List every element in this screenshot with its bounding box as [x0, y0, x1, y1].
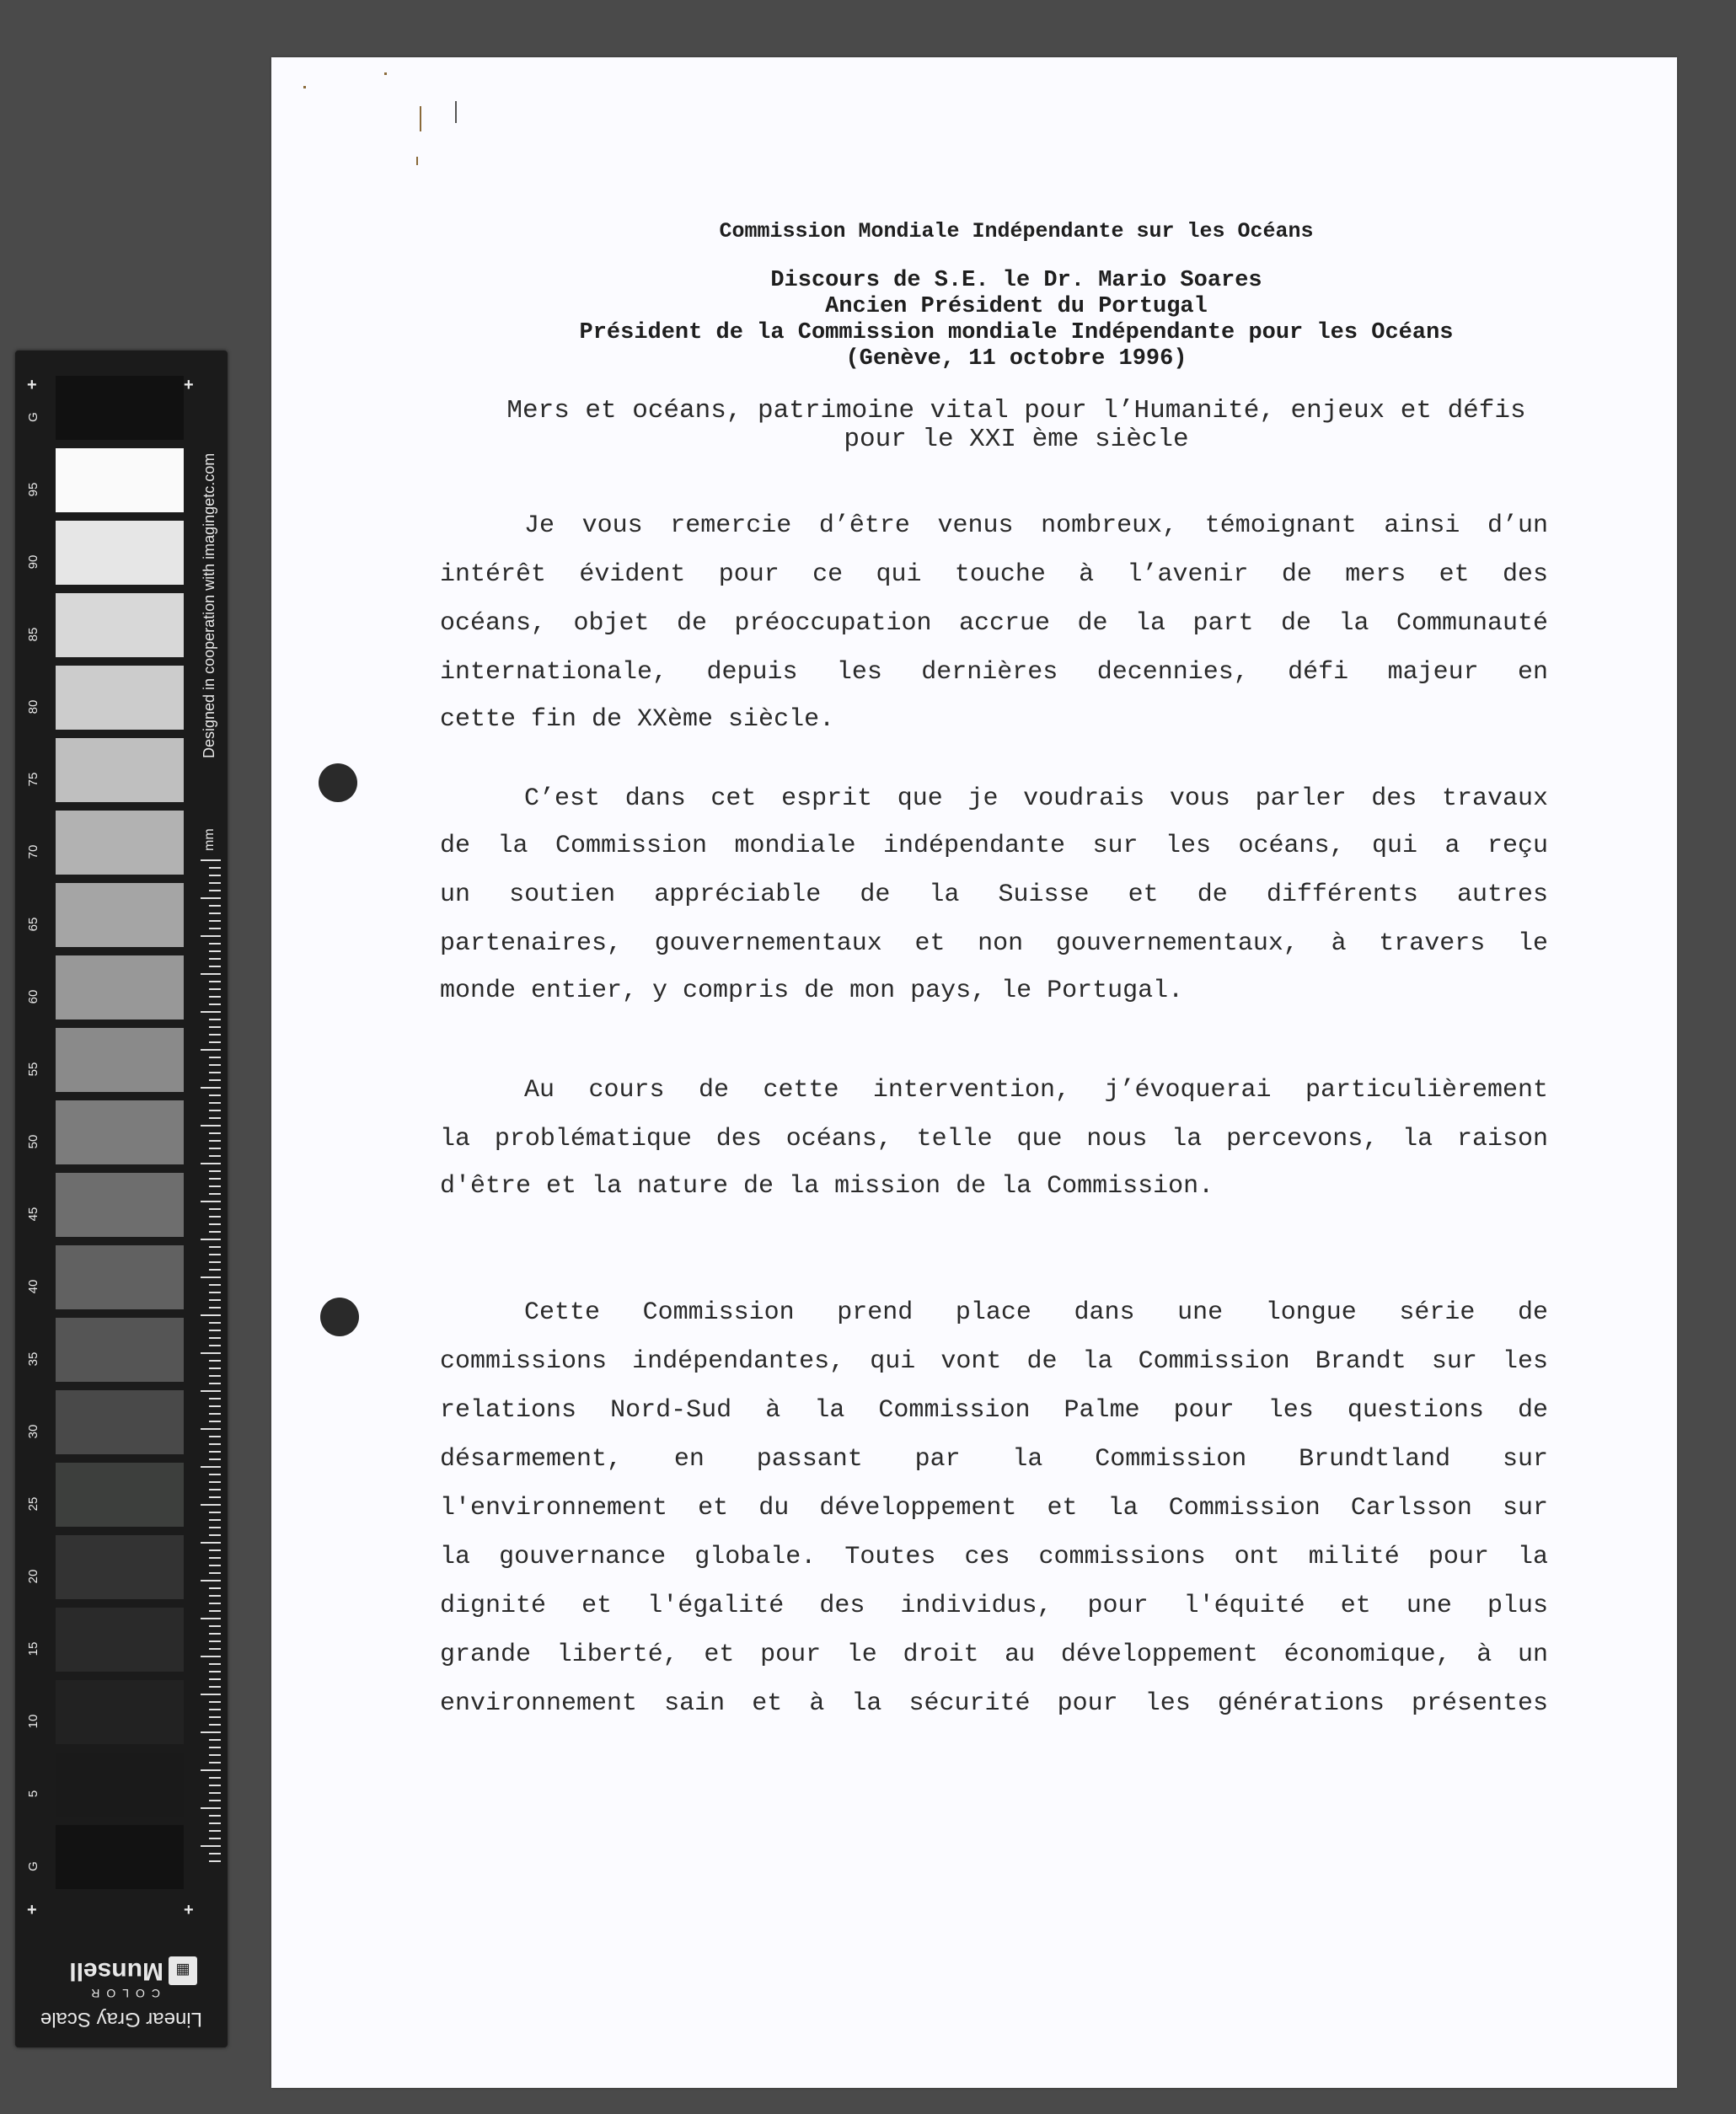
swatch-label: 20 — [26, 1569, 40, 1584]
paper-mark — [420, 106, 421, 131]
paragraph-line: un soutien appréciable de la Suisse et de différents autres — [440, 880, 1548, 909]
swatch-label: 65 — [26, 917, 40, 932]
paragraph-line: Je vous remercie d’être venus nombreux, témoignant ainsi d’un — [524, 511, 1548, 540]
punch-hole — [320, 1298, 359, 1336]
gray-swatch — [56, 1753, 184, 1817]
gray-swatch — [56, 448, 184, 512]
paragraph-line: la gouvernance globale. Toutes ces commissions ont milité pour la — [440, 1543, 1548, 1571]
gray-swatch — [56, 376, 184, 440]
swatch-label: 30 — [26, 1424, 40, 1439]
mm-label: mm — [202, 828, 217, 851]
scale-credit: Designed in cooperation with imagingetc.com — [201, 452, 217, 758]
paragraph-line: de la Commission mondiale indépendante sur les océans, qui a reçu — [440, 832, 1548, 860]
gray-swatch — [56, 1173, 184, 1237]
brand-subtitle: COLOR — [84, 1987, 160, 2000]
gray-swatch — [56, 666, 184, 730]
paragraph-line: intérêt évident pour ce qui touche à l’avenir de mers et des — [440, 560, 1548, 589]
gray-swatch — [56, 1028, 184, 1092]
munsell-brand — [34, 1938, 202, 2031]
paragraph-line: Cette Commission prend place dans une longue série de — [524, 1298, 1548, 1327]
speaker-role: Ancien Président du Portugal — [825, 294, 1208, 319]
swatch-label: 55 — [26, 1062, 40, 1077]
swatch-label: 60 — [26, 989, 40, 1004]
paragraph-line: cette fin de XXème siècle. — [440, 705, 835, 734]
plus-mark: + — [184, 376, 194, 394]
swatch-label: 25 — [26, 1496, 40, 1512]
paragraph-line: commissions indépendantes, qui vont de la Commission Brandt sur les — [440, 1347, 1548, 1376]
gray-swatch — [56, 1825, 184, 1889]
punch-hole — [319, 763, 357, 802]
scale-name: Linear Gray Scale — [40, 2008, 202, 2031]
munsell-logo-icon: ▦ — [169, 1956, 197, 1985]
swatch-label: 85 — [26, 627, 40, 642]
gray-swatch — [56, 1245, 184, 1309]
swatch-label: G — [26, 412, 40, 422]
swatch-label: 15 — [26, 1641, 40, 1656]
paragraph-line: désarmement, en passant par la Commission Brundtland sur — [440, 1445, 1548, 1474]
gray-swatch — [56, 593, 184, 657]
gray-swatch — [56, 1318, 184, 1382]
gray-swatch — [56, 1100, 184, 1164]
gray-swatch — [56, 738, 184, 802]
paragraph-line: relations Nord-Sud à la Commission Palme pour les questions de — [440, 1396, 1548, 1425]
plus-mark: + — [184, 1901, 194, 1919]
gray-swatch — [56, 521, 184, 585]
speech-topic: pour le XXI ème siècle — [844, 425, 1189, 454]
paper-mark — [416, 157, 418, 165]
swatch-label: 45 — [26, 1207, 40, 1222]
gray-swatch — [56, 883, 184, 947]
swatch-label: 70 — [26, 844, 40, 859]
swatch-label: 5 — [26, 1790, 40, 1798]
paragraph-line: dignité et l'égalité des individus, pour l'équité et une plus — [440, 1592, 1548, 1620]
gray-swatch — [56, 1535, 184, 1599]
paragraph-line: environnement sain et à la sécurité pour les générations présentes — [440, 1689, 1548, 1718]
paragraph-line: internationale, depuis les dernières decennies, défi majeur en — [440, 658, 1548, 687]
gray-swatch — [56, 955, 184, 1020]
swatch-label: 80 — [26, 699, 40, 714]
organization-title: Commission Mondiale Indépendante sur les Océans — [719, 219, 1314, 244]
gray-scale-card — [15, 351, 228, 2047]
paper-speck — [384, 72, 387, 75]
plus-mark: + — [27, 376, 37, 394]
paragraph-line: partenaires, gouvernementaux et non gouvernementaux, à travers le — [440, 929, 1548, 958]
swatch-label: 10 — [26, 1714, 40, 1729]
paragraph-line: l'environnement et du développement et la Commission Carlsson sur — [440, 1494, 1548, 1523]
swatch-label: G — [26, 1861, 40, 1871]
swatch-label: 90 — [26, 554, 40, 570]
paragraph-line: la problématique des océans, telle que nous la percevons, la raison — [440, 1125, 1548, 1153]
plus-mark: + — [27, 1901, 37, 1919]
paper-speck — [303, 86, 306, 88]
gray-swatch — [56, 811, 184, 875]
swatch-label: 35 — [26, 1351, 40, 1367]
brand-name: Munsell — [69, 1957, 163, 1985]
speaker-position: Président de la Commission mondiale Indépendante pour les Océans — [579, 320, 1454, 345]
paragraph-line: monde entier, y compris de mon pays, le Portugal. — [440, 977, 1184, 1005]
paragraph-line: C’est dans cet esprit que je voudrais vous parler des travaux — [524, 784, 1548, 813]
swatch-label: 95 — [26, 482, 40, 497]
gray-swatch — [56, 1608, 184, 1672]
gray-swatch — [56, 1680, 184, 1744]
speech-date: (Genève, 11 octobre 1996) — [845, 346, 1187, 372]
paragraph-line: d'être et la nature de la mission de la Commission. — [440, 1172, 1214, 1201]
paragraph-line: grande liberté, et pour le droit au développement économique, à un — [440, 1640, 1548, 1669]
gray-swatch — [56, 1390, 184, 1454]
swatch-label: 75 — [26, 772, 40, 787]
mm-ruler — [209, 859, 221, 1862]
speech-title: Discours de S.E. le Dr. Mario Soares — [770, 268, 1262, 293]
gray-swatch — [56, 1463, 184, 1527]
swatch-label: 40 — [26, 1279, 40, 1294]
speech-topic: Mers et océans, patrimoine vital pour l’Humanité, enjeux et défis — [506, 396, 1526, 425]
paragraph-line: océans, objet de préoccupation accrue de la part de la Communauté — [440, 609, 1548, 638]
paper-mark — [455, 101, 457, 123]
swatch-label: 50 — [26, 1134, 40, 1149]
mm-ruler-major-ticks — [201, 859, 209, 1862]
paragraph-line: Au cours de cette intervention, j’évoquerai particulièrement — [524, 1076, 1548, 1105]
document-page — [271, 57, 1677, 2088]
